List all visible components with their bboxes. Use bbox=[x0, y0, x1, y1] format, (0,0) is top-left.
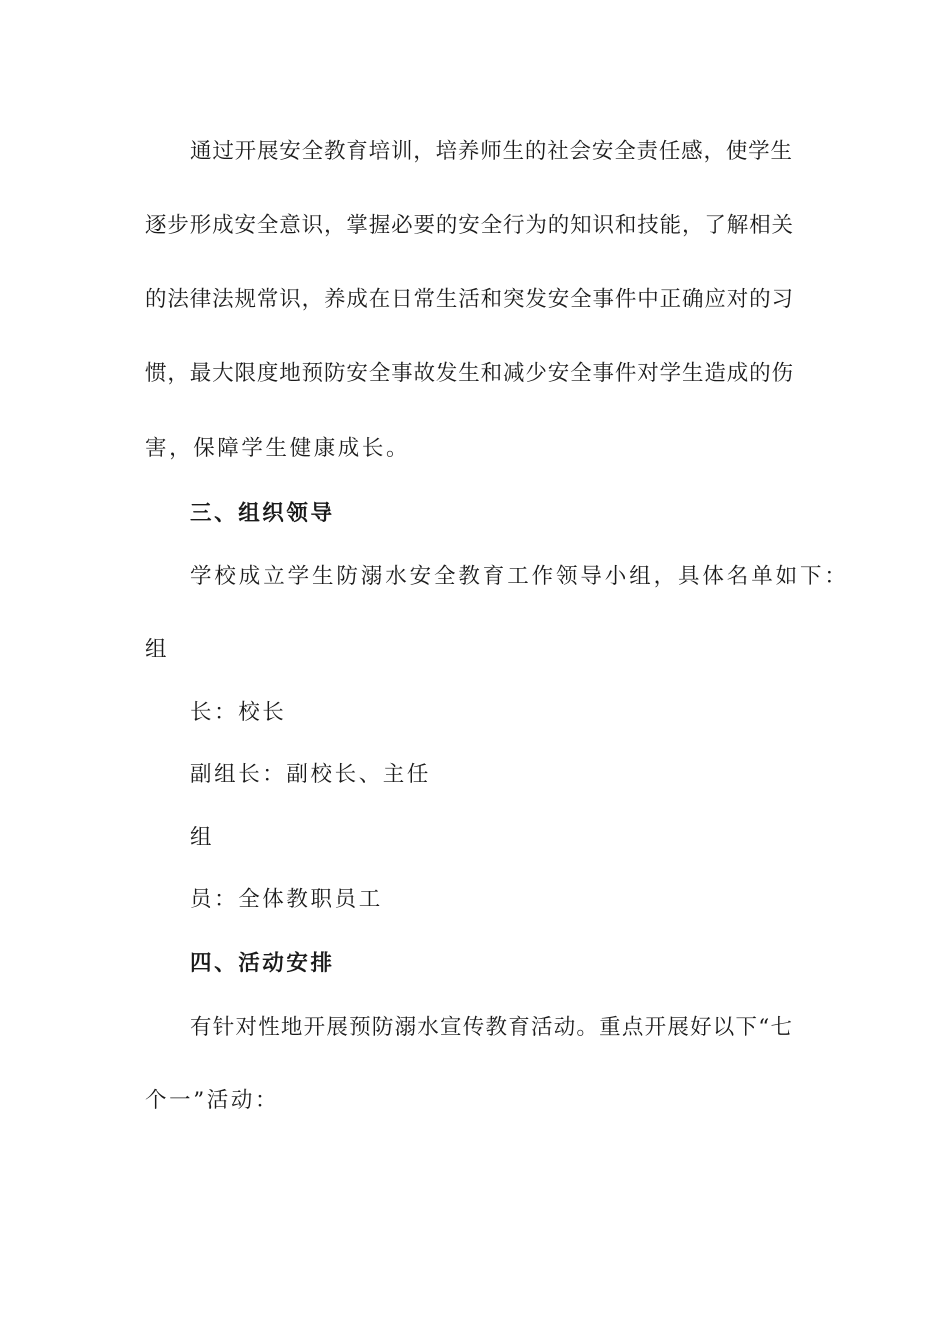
section-4-line-2: 个一”活动： bbox=[145, 1088, 280, 1113]
member-line: 员：全体教职员工 bbox=[190, 887, 383, 912]
paragraph-1-line-4: 惯，最大限度地预防安全事故发生和减少安全事件对学生造成的伤 bbox=[145, 361, 793, 386]
paragraph-1-line-1: 通过开展安全教育培训，培养师生的社会安全责任感，使学生 bbox=[190, 139, 792, 164]
section-3-intro: 学校成立学生防溺水安全教育工作领导小组，具体名单如下： bbox=[190, 564, 849, 589]
member-prefix: 组 bbox=[190, 825, 215, 850]
paragraph-1-line-3: 的法律法规常识，养成在日常生活和突发安全事件中正确应对的习 bbox=[145, 287, 793, 312]
section-4-heading: 四、活动安排 bbox=[190, 951, 335, 976]
section-3-heading: 三、组织领导 bbox=[190, 501, 335, 526]
leader-prefix: 组 bbox=[145, 637, 170, 662]
leader-line: 长：校长 bbox=[190, 700, 287, 725]
paragraph-1-line-2: 逐步形成安全意识，掌握必要的安全行为的知识和技能，了解相关 bbox=[145, 213, 793, 238]
deputy-leader-line: 副组长：副校长、主任 bbox=[190, 762, 432, 787]
paragraph-1-line-5: 害，保障学生健康成长。 bbox=[145, 436, 411, 461]
section-4-line-1: 有针对性地开展预防溺水宣传教育活动。重点开展好以下“七 bbox=[190, 1015, 792, 1040]
